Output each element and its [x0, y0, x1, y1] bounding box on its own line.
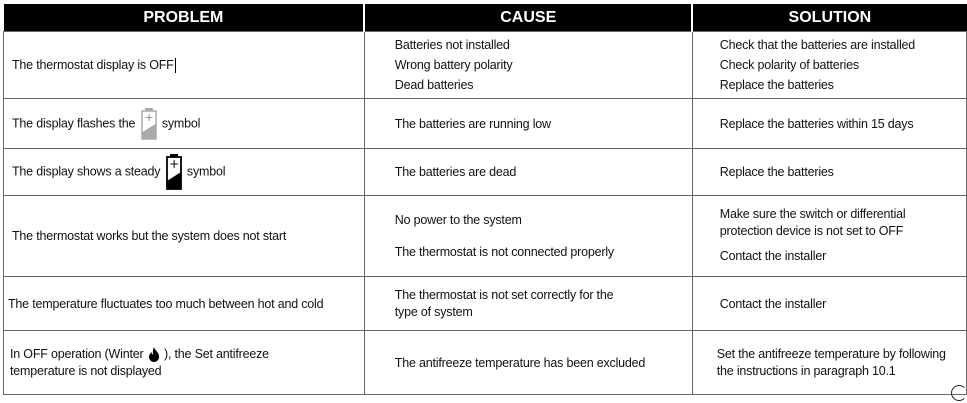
solution-cell — [692, 277, 966, 331]
cause-text: Batteries not installed — [394, 38, 510, 52]
table-row — [4, 196, 967, 277]
problem-text: The display flashes the — [12, 115, 136, 130]
problem-text: symbol — [186, 164, 226, 179]
problem-text: The thermostat works but the system does not start — [12, 229, 287, 243]
problem-text: The thermostat display is OFF — [12, 58, 174, 72]
problem-text: In OFF operation (Winter — [10, 346, 144, 361]
solution-cell — [692, 32, 966, 99]
cause-text: The thermostat is not set correctly for the — [394, 287, 614, 302]
flame-icon — [148, 347, 160, 362]
solution-cell — [692, 99, 966, 149]
cause-cell — [364, 331, 692, 395]
table-row — [4, 32, 967, 99]
cause-text: type of system — [394, 304, 473, 319]
cause-text: Wrong battery polarity — [394, 58, 513, 72]
problem-cell — [4, 331, 365, 395]
cause-cell — [364, 32, 692, 99]
problem-text: ), the Set antifreeze — [164, 346, 269, 361]
battery-dead-icon — [166, 154, 182, 190]
problem-cell — [4, 99, 365, 149]
table-row — [4, 99, 967, 149]
solution-cell — [692, 331, 966, 395]
table-row — [4, 149, 967, 196]
solution-text: Replace the batteries within 15 days — [719, 116, 914, 131]
solution-text: Contact the installer — [719, 249, 827, 263]
solution-text: Replace the batteries — [719, 78, 834, 92]
problem-cell — [4, 277, 365, 331]
cause-text: The antifreeze temperature has been excluded — [394, 355, 646, 370]
problem-cell — [4, 32, 365, 99]
solution-text: protection device is not set to OFF — [719, 224, 904, 238]
page-corner-mark — [951, 385, 967, 401]
cause-text: The thermostat is not connected properly — [394, 245, 614, 259]
solution-cell — [692, 149, 966, 196]
solution-text: Replace the batteries — [719, 165, 834, 179]
troubleshooting-table — [3, 4, 967, 395]
header-solution: SOLUTION — [692, 4, 966, 32]
cause-text: Dead batteries — [394, 78, 474, 92]
header-cause: CAUSE — [364, 4, 692, 32]
cause-cell — [364, 277, 692, 331]
solution-text: Check polarity of batteries — [719, 58, 859, 72]
solution-text: Set the antifreeze temperature by following — [716, 346, 946, 361]
solution-text: the instructions in paragraph 10.1 — [716, 363, 896, 378]
cause-cell — [364, 196, 692, 277]
problem-text: temperature is not displayed — [10, 363, 162, 378]
table-row — [4, 331, 967, 395]
table-row — [4, 277, 967, 331]
svg-text:+: + — [168, 157, 179, 171]
problem-text: symbol — [161, 115, 201, 130]
problem-text: The temperature fluctuates too much between hot and cold — [8, 296, 324, 311]
cause-cell — [364, 149, 692, 196]
problem-text: The display shows a steady — [12, 164, 161, 179]
solution-text: Make sure the switch or differential — [719, 207, 906, 221]
solution-cell — [692, 196, 966, 277]
cause-cell — [364, 99, 692, 149]
battery-low-icon — [141, 108, 157, 140]
header-problem: PROBLEM — [4, 4, 365, 32]
cause-text: The batteries are running low — [394, 116, 551, 131]
svg-text:+: + — [144, 110, 154, 124]
solution-text: Check that the batteries are installed — [719, 38, 916, 52]
solution-text: Contact the installer — [719, 296, 827, 311]
cause-text: The batteries are dead — [394, 165, 517, 179]
text-cursor — [175, 58, 176, 73]
cause-text: No power to the system — [394, 213, 522, 227]
header-row — [4, 4, 967, 32]
problem-cell — [4, 196, 365, 277]
problem-cell — [4, 149, 365, 196]
